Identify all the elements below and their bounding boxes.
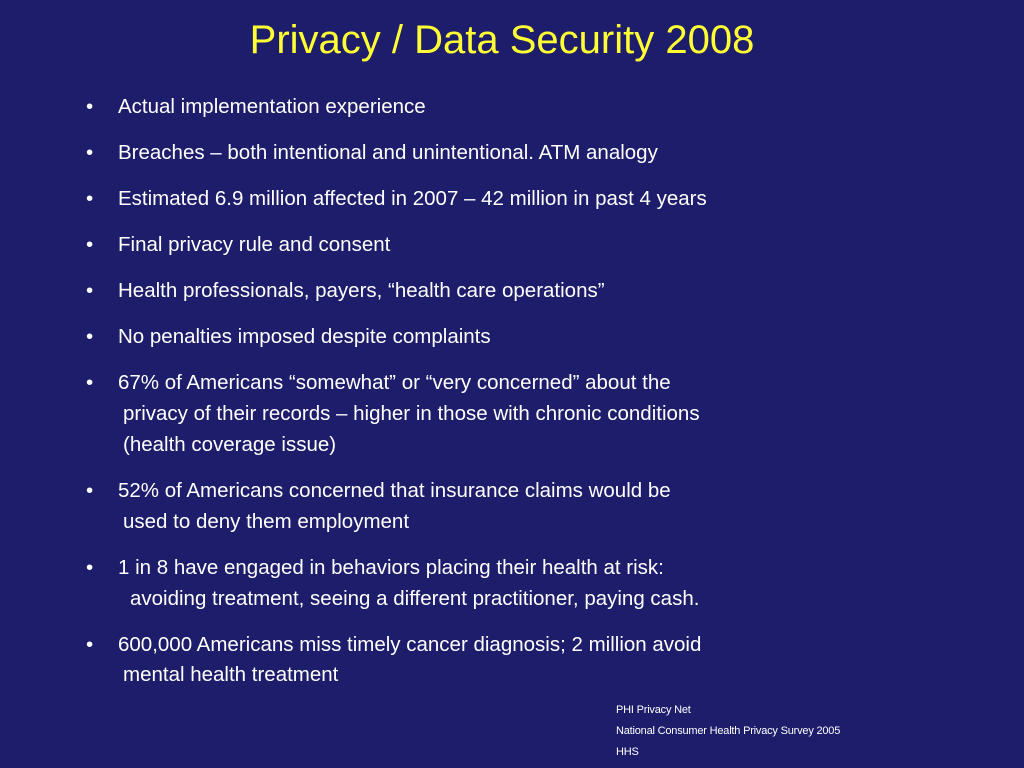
bullet-text-continuation: (health coverage issue) xyxy=(123,433,337,456)
bullet-marker: • xyxy=(86,479,94,502)
bullet-marker: • xyxy=(86,633,94,656)
bullet-marker: • xyxy=(86,141,94,164)
bullet-text: Final privacy rule and consent xyxy=(118,233,391,256)
bullet-text: 67% of Americans “somewhat” or “very concerned” about the xyxy=(118,371,671,394)
bullet-text: Estimated 6.9 million affected in 2007 – 42 million in past 4 years xyxy=(118,187,707,210)
bullet-marker: • xyxy=(86,371,94,394)
bullet-text: No penalties imposed despite complaints xyxy=(118,325,491,348)
bullet-text-continuation: used to deny them employment xyxy=(123,510,410,533)
bullet-marker: • xyxy=(86,187,94,210)
bullet-marker: • xyxy=(86,233,94,256)
bullet-marker: • xyxy=(86,279,94,302)
slide-title: Privacy / Data Security 2008 xyxy=(249,18,755,62)
source-line: National Consumer Health Privacy Survey 2005 xyxy=(616,725,841,737)
bullet-marker: • xyxy=(86,95,94,118)
bullet-text: 52% of Americans concerned that insurance claims would be xyxy=(118,479,671,502)
bullet-text-continuation: mental health treatment xyxy=(123,663,339,686)
bullet-text: Health professionals, payers, “health care operations” xyxy=(118,279,605,302)
bullet-text: Actual implementation experience xyxy=(118,95,426,118)
bullet-marker: • xyxy=(86,325,94,348)
source-citations xyxy=(616,700,840,763)
bullet-text: 1 in 8 have engaged in behaviors placing their health at risk: xyxy=(118,556,664,579)
bullet-text-continuation: avoiding treatment, seeing a different practitioner, paying cash. xyxy=(130,587,700,610)
source-line: HHS xyxy=(616,746,639,758)
source-line: PHI Privacy Net xyxy=(616,704,691,716)
bullet-text-continuation: privacy of their records – higher in those with chronic conditions xyxy=(123,402,700,425)
bullet-marker: • xyxy=(86,556,94,579)
bullet-text: Breaches – both intentional and unintentional. ATM analogy xyxy=(118,141,658,164)
bullet-text: 600,000 Americans miss timely cancer diagnosis; 2 million avoid xyxy=(118,633,702,656)
